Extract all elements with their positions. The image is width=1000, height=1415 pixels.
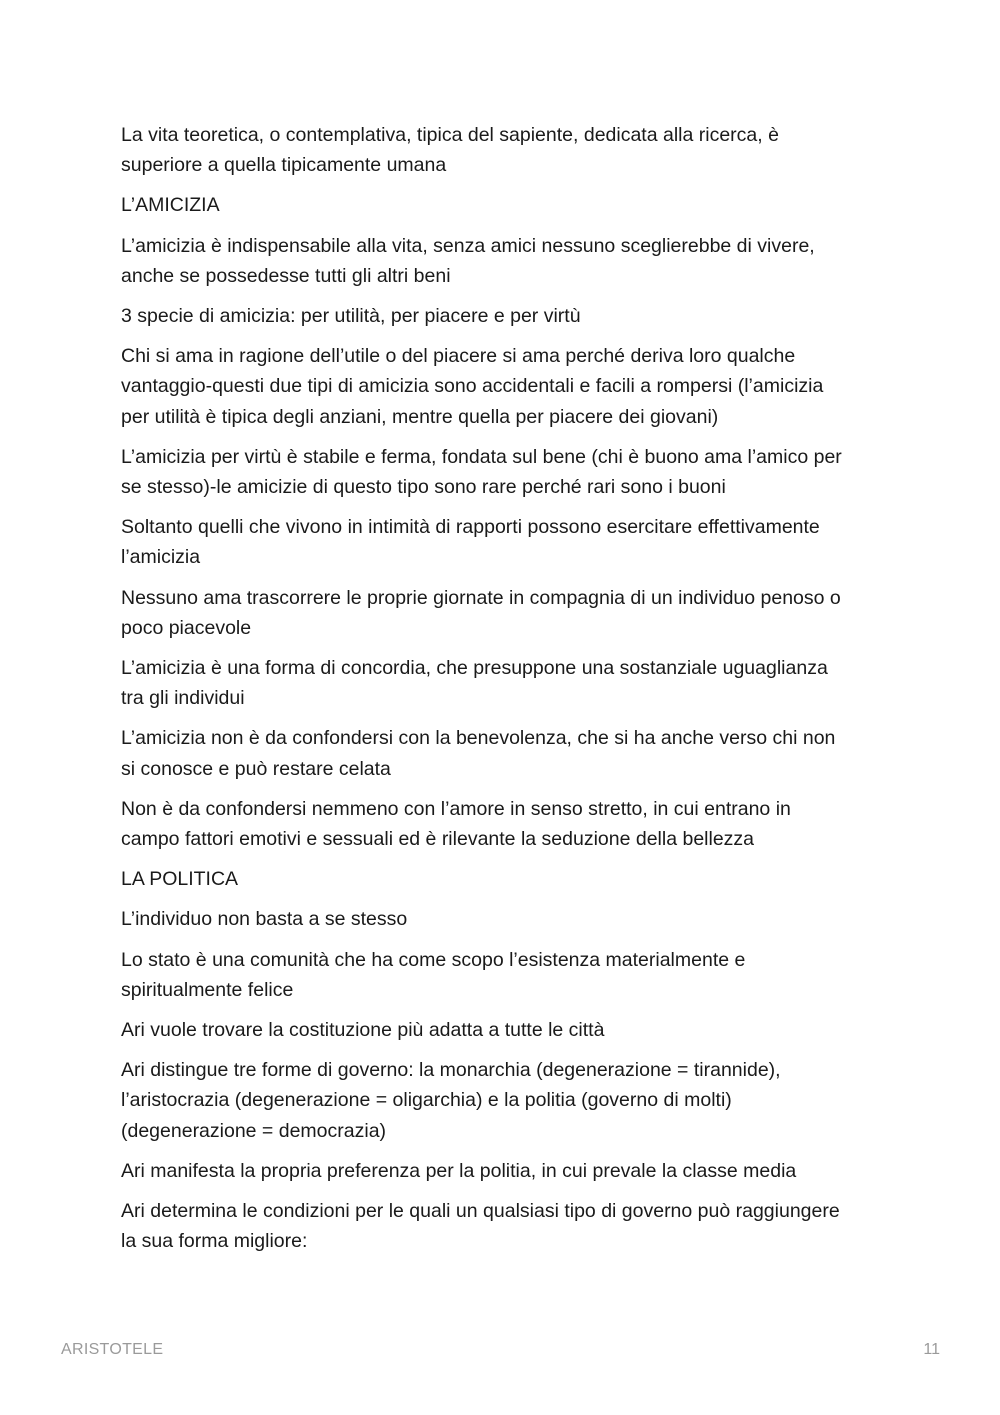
footer-title: ARISTOTELE bbox=[61, 1341, 164, 1358]
section-heading-amicizia: L’AMICIZIA bbox=[121, 194, 220, 217]
paragraph: La vita teoretica, o contemplativa, tipica del sapiente, dedicata alla ricerca, è superiore a quella tipicamente umana bbox=[121, 124, 779, 177]
paragraph: Chi si ama in ragione dell’utile o del piacere si ama perché deriva loro qualche vantaggio-questi due tipi di amicizia sono accidentali e facili a rompersi (l’amicizia per utilità è tipica degli anziani, mentre quella per piacere dei giovani) bbox=[121, 345, 824, 428]
paragraph: 3 specie di amicizia: per utilità, per piacere e per virtù bbox=[121, 305, 581, 328]
paragraph: L’amicizia è una forma di concordia, che presuppone una sostanziale uguaglianza tra gli individui bbox=[121, 657, 828, 710]
paragraph: Ari determina le condizioni per le quali un qualsiasi tipo di governo può raggiungere la sua forma migliore: bbox=[121, 1200, 840, 1253]
paragraph: Nessuno ama trascorrere le proprie giornate in compagnia di un individuo penoso o poco piacevole bbox=[121, 586, 841, 639]
document-body bbox=[121, 120, 881, 1267]
paragraph: Ari distingue tre forme di governo: la monarchia (degenerazione = tirannide), l’aristocrazia (degenerazione = oligarchia) e la politia (governo di molti) (degenerazione = democrazia) bbox=[121, 1059, 781, 1142]
paragraph: L’amicizia non è da confondersi con la benevolenza, che si ha anche verso chi non si conosce e può restare celata bbox=[121, 727, 836, 780]
paragraph: L’individuo non basta a se stesso bbox=[121, 908, 408, 931]
paragraph: Soltanto quelli che vivono in intimità di rapporti possono esercitare effettivamente l’amicizia bbox=[121, 516, 820, 569]
page-number: 11 bbox=[923, 1341, 940, 1358]
paragraph: Ari manifesta la propria preferenza per la politia, in cui prevale la classe media bbox=[121, 1159, 797, 1182]
paragraph: L’amicizia per virtù è stabile e ferma, fondata sul bene (chi è buono ama l’amico per se stesso)-le amicizie di questo tipo sono rare perché rari sono i buoni bbox=[121, 445, 842, 499]
paragraph: Non è da confondersi nemmeno con l’amore in senso stretto, in cui entrano in campo fattori emotivi e sessuali ed è rilevante la seduzione della bellezza bbox=[121, 797, 791, 851]
paragraph: Ari vuole trovare la costituzione più adatta a tutte le città bbox=[121, 1019, 605, 1042]
paragraph: L’amicizia è indispensabile alla vita, senza amici nessuno sceglierebbe di vivere, anche se possedesse tutti gli altri beni bbox=[121, 234, 815, 287]
paragraph: Lo stato è una comunità che ha come scopo l’esistenza materialmente e spiritualmente felice bbox=[121, 948, 746, 1001]
section-heading-politica: LA POLITICA bbox=[121, 868, 239, 891]
